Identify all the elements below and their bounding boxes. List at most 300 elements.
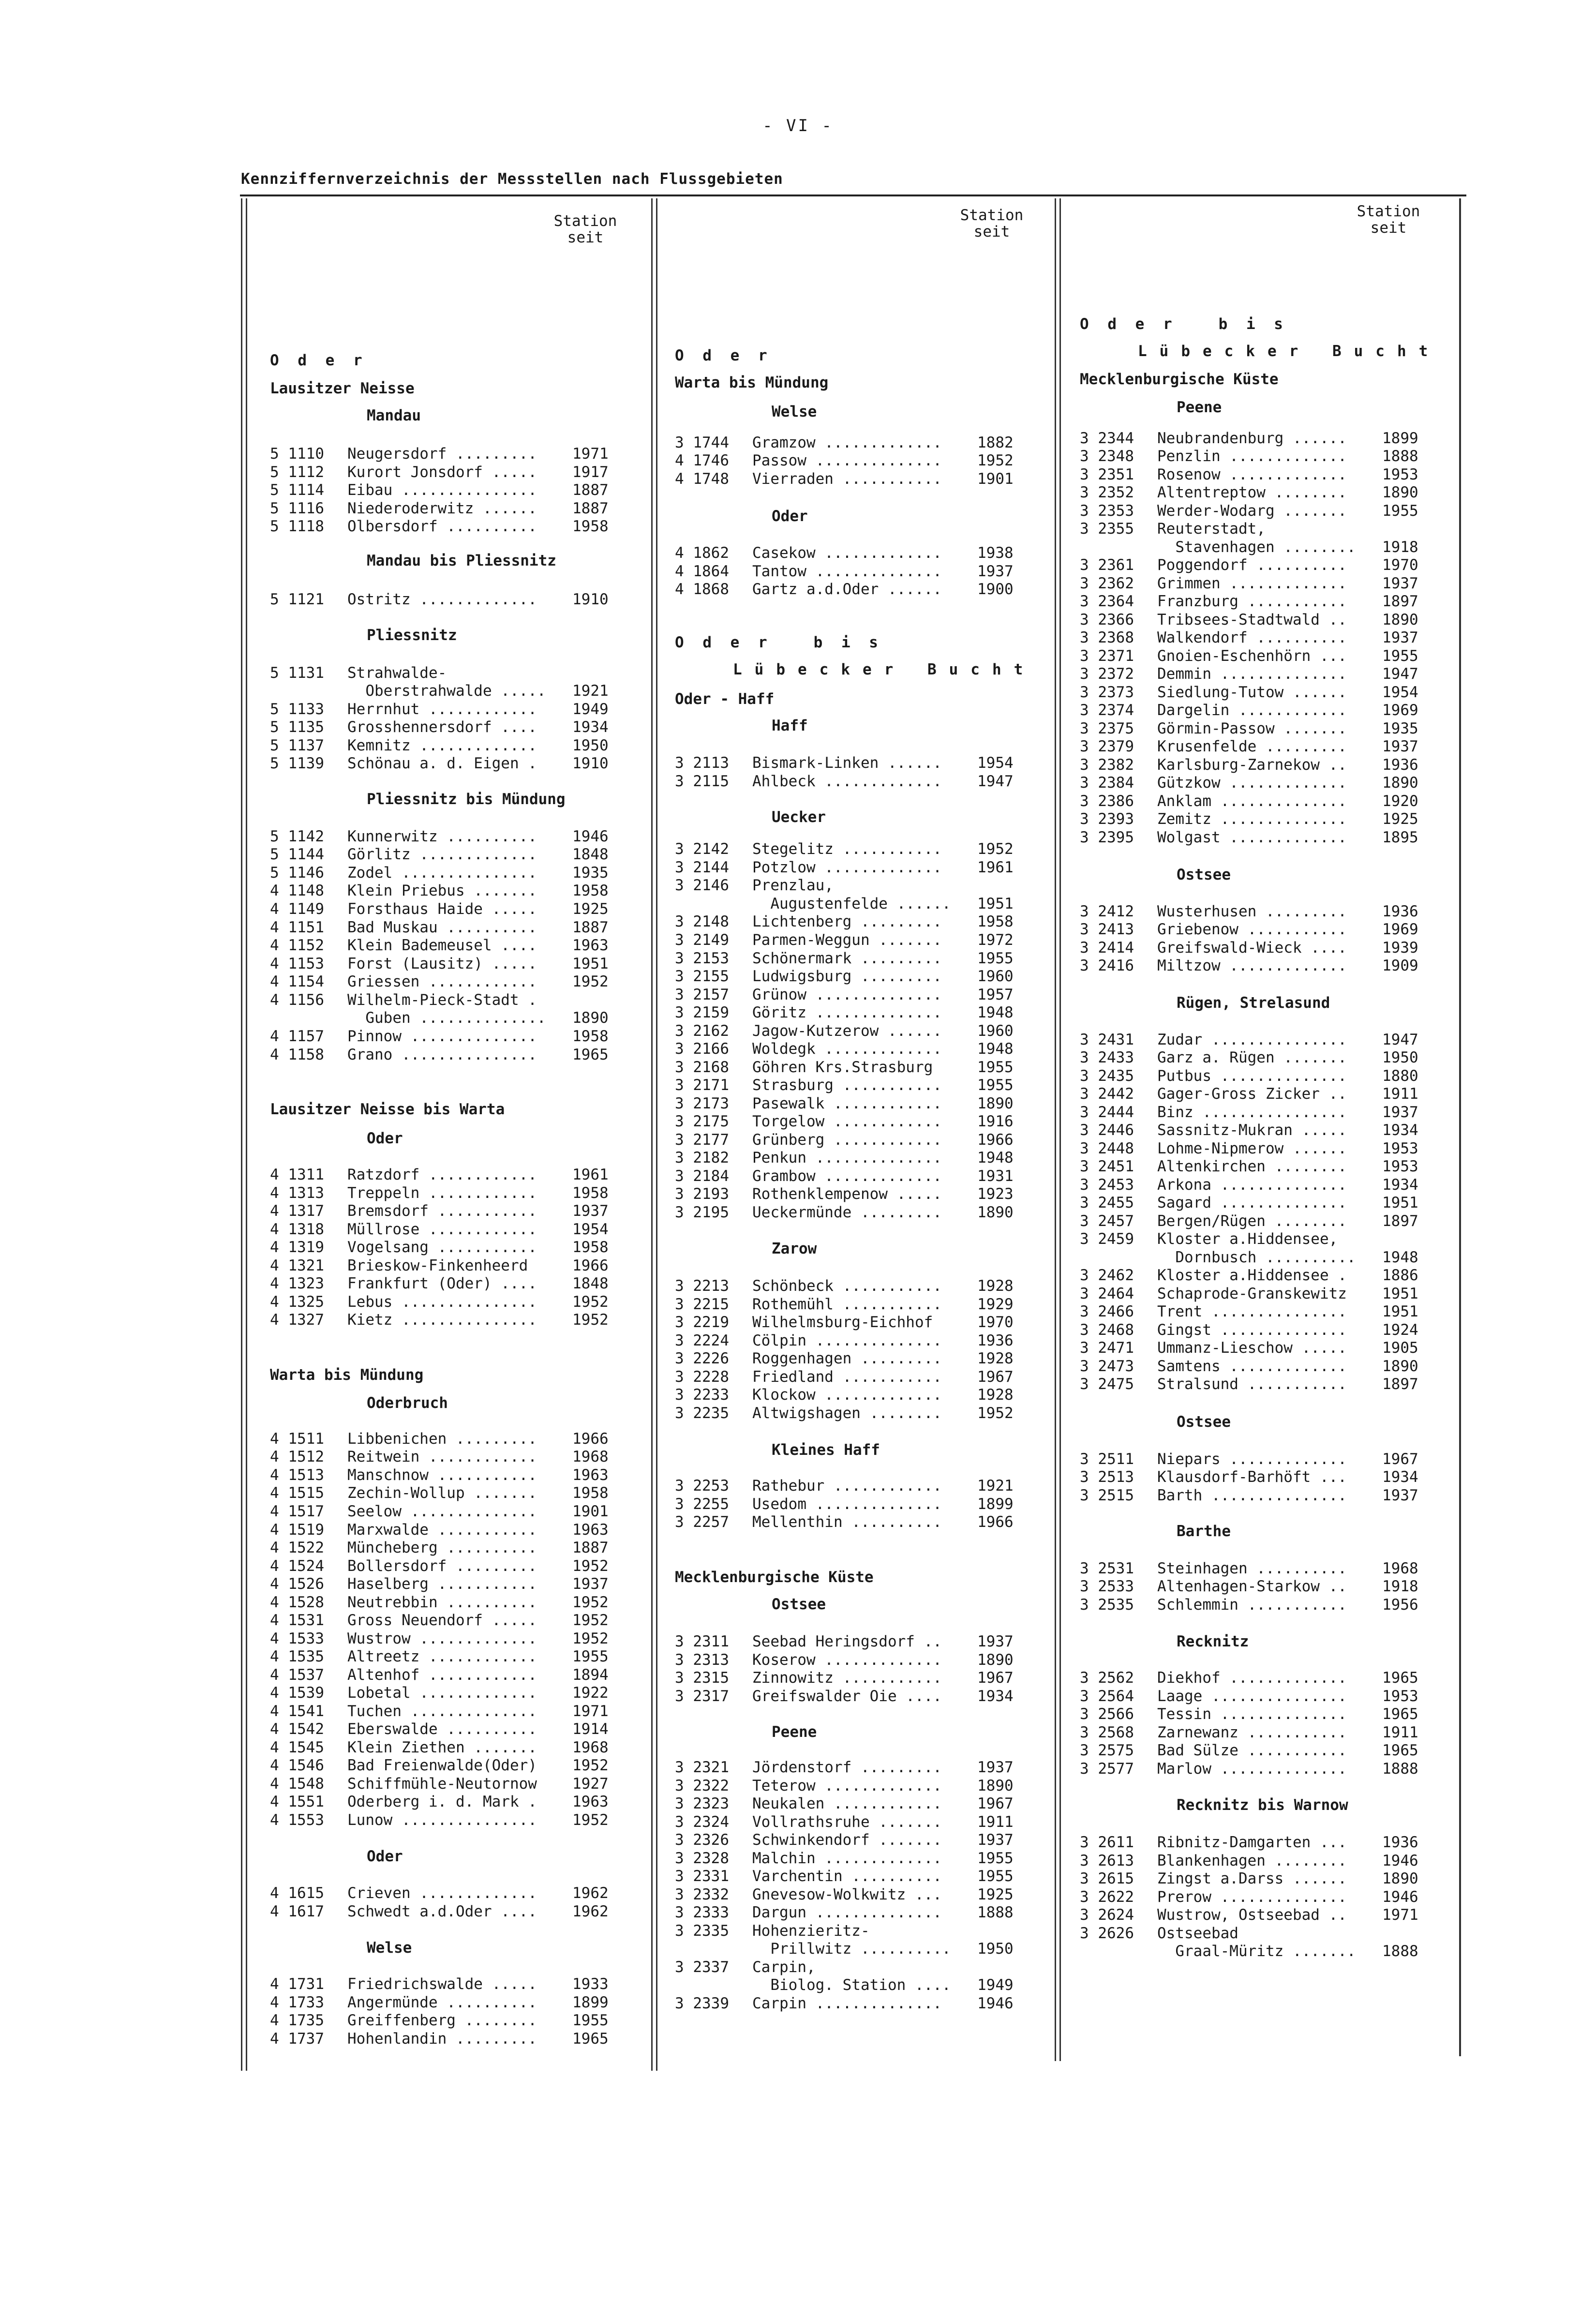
station-name: Roggenhagen .........: [752, 1350, 942, 1367]
station-code: 4 1737: [270, 2030, 324, 2048]
station-code: 3 2159: [675, 1004, 729, 1021]
station-year: 1888: [1382, 448, 1418, 465]
station-code: 3 2255: [675, 1495, 729, 1513]
station-name: Prillwitz ..........: [752, 1940, 951, 1958]
station-name: Biolog. Station ....: [752, 1976, 951, 1994]
station-code: 3 2473: [1080, 1358, 1134, 1375]
station-code: 3 2622: [1080, 1888, 1134, 1906]
station-year: 1934: [977, 1688, 1014, 1705]
station-code: 3 2466: [1080, 1303, 1134, 1320]
station-year: 1951: [572, 955, 609, 972]
station-code: 3 2511: [1080, 1450, 1134, 1468]
station-name: Herrnhut ............: [347, 701, 537, 718]
station-year: 1955: [572, 2012, 609, 2029]
station-name: Walkendorf ..........: [1157, 629, 1347, 646]
station-year: 1916: [977, 1113, 1014, 1130]
station-code: 3 2395: [1080, 829, 1134, 846]
section-heading: O d e r: [675, 347, 772, 364]
station-year: 1952: [572, 1311, 609, 1329]
station-name: Ludwigsburg .........: [752, 968, 942, 985]
station-code: 4 1533: [270, 1630, 324, 1647]
section-heading: O d e r b i s: [1080, 315, 1288, 333]
station-name: Schönermark .........: [752, 950, 942, 967]
station-name: Friedrichswalde .....: [347, 1975, 537, 1993]
station-name: Brieskow-Finkenheerd: [347, 1257, 537, 1274]
station-name: Guben ..............: [347, 1009, 546, 1027]
station-code: 4 1519: [270, 1521, 324, 1539]
station-name: Schwedt a.d.Oder ....: [347, 1903, 537, 1920]
station-year: 1955: [1382, 647, 1418, 665]
station-year: 1890: [1382, 611, 1418, 628]
station-name: Torgelow ............: [752, 1113, 942, 1130]
station-code: 4 1542: [270, 1720, 324, 1738]
station-code: 3 2166: [675, 1040, 729, 1058]
region-heading: Warta bis Mündung: [270, 1366, 424, 1384]
station-year: 1888: [1382, 1943, 1418, 1960]
station-year: 1952: [572, 1557, 609, 1575]
station-year: 1956: [1382, 1596, 1418, 1614]
station-name: Wusterhusen .........: [1157, 903, 1347, 920]
station-year: 1958: [572, 882, 609, 899]
station-code: 4 1318: [270, 1221, 324, 1238]
station-name: Rothemühl ...........: [752, 1296, 942, 1313]
station-year: 1890: [1382, 484, 1418, 501]
station-code: 3 2471: [1080, 1339, 1134, 1357]
section-heading: O d e r: [270, 352, 367, 369]
station-name: Carpin,: [752, 1958, 816, 1976]
station-year: 1952: [572, 1612, 609, 1629]
station-code: 3 2115: [675, 773, 729, 790]
station-name: Manschnow ...........: [347, 1466, 537, 1484]
header-seit: seit: [1370, 219, 1407, 237]
station-year: 1929: [977, 1296, 1014, 1313]
station-code: 3 2364: [1080, 593, 1134, 610]
column-divider-mid2: [1055, 198, 1061, 2061]
station-year: 1969: [1382, 921, 1418, 938]
station-name: Pinnow ..............: [347, 1028, 537, 1045]
station-name: Klein Priebus .......: [347, 882, 537, 899]
station-year: 1899: [1382, 430, 1418, 447]
station-year: 1887: [572, 500, 609, 517]
river-heading: Oder: [367, 1848, 403, 1865]
station-name: Grambow .............: [752, 1167, 942, 1185]
station-code: 3 2228: [675, 1368, 729, 1386]
station-code: 3 2173: [675, 1095, 729, 1112]
region-heading: Lausitzer Neisse bis Warta: [270, 1101, 505, 1118]
station-name: Altreetz ............: [347, 1648, 537, 1665]
station-code: 5 1110: [270, 445, 324, 463]
station-name: Schönbeck ...........: [752, 1277, 942, 1295]
station-year: 1966: [572, 1257, 609, 1274]
station-name: Stegelitz ...........: [752, 840, 942, 858]
station-code: 4 1522: [270, 1539, 324, 1556]
station-year: 1951: [1382, 1285, 1418, 1302]
station-code: 4 1313: [270, 1184, 324, 1202]
station-year: 1967: [977, 1795, 1014, 1812]
station-code: 4 1153: [270, 955, 324, 972]
station-name: Carpin ..............: [752, 1995, 942, 2012]
station-code: 3 2324: [675, 1813, 729, 1831]
station-code: 3 2333: [675, 1904, 729, 1921]
station-year: 1894: [572, 1666, 609, 1684]
station-name: Tribsees-Stadtwald ..: [1157, 611, 1347, 628]
header-station: Station: [553, 212, 617, 230]
station-name: Lobetal .............: [347, 1684, 537, 1702]
station-code: 3 2613: [1080, 1852, 1134, 1869]
header-seit: seit: [567, 229, 604, 246]
station-year: 1899: [572, 1994, 609, 2011]
station-name: Hohenlandin .........: [347, 2030, 537, 2048]
station-year: 1971: [572, 445, 609, 463]
station-name: Wolgast .............: [1157, 829, 1347, 846]
station-year: 1914: [572, 1720, 609, 1738]
region-heading: Oder - Haff: [675, 690, 775, 708]
station-name: Niepars .............: [1157, 1450, 1347, 1468]
station-code: 3 2233: [675, 1386, 729, 1404]
station-name: Werder-Wodarg .......: [1157, 502, 1347, 520]
station-code: 3 2348: [1080, 448, 1134, 465]
station-year: 1911: [977, 1813, 1014, 1831]
station-code: 4 1617: [270, 1903, 324, 1920]
station-year: 1882: [977, 434, 1014, 451]
station-name: Steinhagen ..........: [1157, 1560, 1347, 1577]
station-year: 1953: [1382, 1158, 1418, 1175]
station-year: 1937: [977, 1759, 1014, 1776]
station-name: Grosshennersdorf ....: [347, 718, 537, 736]
station-name: Kloster a.Hiddensee,: [1157, 1230, 1338, 1248]
station-year: 1952: [977, 452, 1014, 469]
station-code: 3 2335: [675, 1922, 729, 1940]
station-year: 1937: [1382, 629, 1418, 646]
station-name: Dornbusch ..........: [1157, 1249, 1356, 1266]
station-year: 1953: [1382, 1140, 1418, 1157]
station-year: 1970: [1382, 556, 1418, 574]
river-heading: Recknitz bis Warnow: [1177, 1796, 1348, 1814]
station-name: Eberswalde ..........: [347, 1720, 537, 1738]
station-code: 3 2453: [1080, 1176, 1134, 1194]
station-code: 4 1321: [270, 1257, 324, 1274]
station-name: Sagard ..............: [1157, 1194, 1347, 1211]
page-number: - VI -: [762, 116, 834, 135]
station-code: 3 2384: [1080, 774, 1134, 792]
station-year: 1900: [977, 581, 1014, 598]
river-heading: Kleines Haff: [772, 1441, 880, 1459]
station-name: Laage ...............: [1157, 1688, 1347, 1705]
station-code: 3 1744: [675, 434, 729, 451]
station-name: Schwinkendorf .......: [752, 1831, 942, 1849]
station-year: 1911: [1382, 1085, 1418, 1103]
station-code: 3 2162: [675, 1022, 729, 1040]
station-year: 1946: [1382, 1888, 1418, 1906]
station-code: 3 2226: [675, 1350, 729, 1367]
station-year: 1928: [977, 1277, 1014, 1295]
station-code: 3 2182: [675, 1149, 729, 1166]
station-code: 3 2446: [1080, 1121, 1134, 1139]
station-code: 4 1149: [270, 900, 324, 918]
station-name: Binz ................: [1157, 1104, 1347, 1121]
station-code: 3 2328: [675, 1850, 729, 1867]
station-name: Bad Freienwalde(Oder): [347, 1757, 537, 1774]
station-code: 3 2213: [675, 1277, 729, 1295]
station-year: 1951: [977, 895, 1014, 912]
station-year: 1933: [572, 1975, 609, 1993]
station-year: 1935: [572, 864, 609, 882]
river-heading: Recknitz: [1177, 1633, 1249, 1650]
station-year: 1936: [1382, 903, 1418, 920]
river-heading: Ostsee: [1177, 1413, 1231, 1431]
station-year: 1910: [572, 591, 609, 608]
station-year: 1901: [977, 470, 1014, 488]
station-year: 1937: [1382, 575, 1418, 592]
station-name: Bollersdorf .........: [347, 1557, 537, 1575]
station-code: 4 1152: [270, 937, 324, 954]
station-name: Wustrow, Ostseebad ..: [1157, 1906, 1347, 1924]
station-code: 3 2322: [675, 1777, 729, 1794]
station-code: 3 2413: [1080, 921, 1134, 938]
station-name: Kemnitz .............: [347, 737, 537, 754]
river-heading: Ostsee: [772, 1596, 826, 1613]
station-code: 4 1864: [675, 563, 729, 580]
station-code: 3 2382: [1080, 756, 1134, 774]
station-year: 1966: [977, 1131, 1014, 1149]
station-code: 5 1137: [270, 737, 324, 754]
station-year: 1890: [1382, 1358, 1418, 1375]
station-code: 3 2355: [1080, 520, 1134, 538]
station-name: Altenkirchen ........: [1157, 1158, 1347, 1175]
station-code: 3 2337: [675, 1958, 729, 1976]
station-code: 3 2448: [1080, 1140, 1134, 1157]
station-name: Altenhagen-Starkow ..: [1157, 1578, 1347, 1595]
station-name: Ratzdorf ............: [347, 1166, 537, 1183]
station-name: Lunow ...............: [347, 1811, 537, 1829]
station-code: 4 1546: [270, 1757, 324, 1774]
station-code: 3 2331: [675, 1868, 729, 1885]
station-code: 3 2219: [675, 1314, 729, 1331]
station-code: 3 2368: [1080, 629, 1134, 646]
station-name: Lohme-Nipmerow ......: [1157, 1140, 1347, 1157]
station-code: 3 2195: [675, 1204, 729, 1221]
station-code: 4 1548: [270, 1775, 324, 1793]
header-station: Station: [960, 207, 1024, 224]
station-year: 1963: [572, 937, 609, 954]
station-year: 1934: [1382, 1176, 1418, 1194]
station-year: 1962: [572, 1884, 609, 1902]
station-code: 3 2366: [1080, 611, 1134, 628]
station-code: 5 1144: [270, 846, 324, 863]
river-heading: Barthe: [1177, 1523, 1231, 1540]
station-code: 3 2317: [675, 1688, 729, 1705]
station-name: Ostritz .............: [347, 591, 537, 608]
river-heading: Haff: [772, 717, 808, 734]
station-code: 3 2372: [1080, 665, 1134, 683]
station-name: Kloster a.Hiddensee .: [1157, 1267, 1347, 1284]
station-year: 1937: [1382, 1104, 1418, 1121]
station-year: 1890: [977, 1777, 1014, 1794]
station-code: 3 2177: [675, 1131, 729, 1149]
station-name: Barth ...............: [1157, 1487, 1347, 1504]
station-name: Sassnitz-Mukran .....: [1157, 1121, 1347, 1139]
station-year: 1952: [977, 1405, 1014, 1422]
station-year: 1950: [572, 737, 609, 754]
station-year: 1921: [572, 682, 609, 700]
station-name: Müncheberg ..........: [347, 1539, 537, 1556]
station-name: Frankfurt (Oder) ....: [347, 1275, 537, 1292]
station-name: Tantow ..............: [752, 563, 942, 580]
station-name: Kurort Jonsdorf .....: [347, 463, 537, 481]
station-year: 1955: [572, 1648, 609, 1665]
station-year: 1963: [572, 1521, 609, 1539]
station-name: Samtens .............: [1157, 1358, 1347, 1375]
station-year: 1887: [572, 481, 609, 499]
station-year: 1961: [977, 859, 1014, 876]
station-code: 5 1116: [270, 500, 324, 517]
station-name: Göhren Krs.Strasburg: [752, 1059, 942, 1076]
station-code: 4 1154: [270, 973, 324, 990]
station-code: 4 1524: [270, 1557, 324, 1575]
station-name: Putbus ..............: [1157, 1067, 1347, 1085]
station-code: 3 2535: [1080, 1596, 1134, 1614]
station-name: Schaprode-Granskewitz: [1157, 1285, 1347, 1302]
station-name: Penzlin .............: [1157, 448, 1347, 465]
station-name: Altwigshagen ........: [752, 1405, 942, 1422]
station-year: 1953: [1382, 466, 1418, 483]
station-code: 3 2455: [1080, 1194, 1134, 1211]
station-code: 4 1151: [270, 919, 324, 936]
station-name: Penkun ..............: [752, 1149, 942, 1166]
station-year: 1890: [1382, 774, 1418, 792]
station-code: 3 2175: [675, 1113, 729, 1130]
station-name: Rosenow .............: [1157, 466, 1347, 483]
station-year: 1911: [1382, 1724, 1418, 1741]
station-code: 3 2352: [1080, 484, 1134, 501]
station-code: 4 1735: [270, 2012, 324, 2029]
station-year: 1950: [1382, 1049, 1418, 1066]
station-name: Franzburg ...........: [1157, 593, 1347, 610]
station-code: 3 2153: [675, 950, 729, 967]
station-year: 1880: [1382, 1067, 1418, 1085]
station-code: 3 2339: [675, 1995, 729, 2012]
station-name: Siedlung-Tutow ......: [1157, 684, 1347, 701]
station-year: 1963: [572, 1466, 609, 1484]
station-name: Altenhof ............: [347, 1666, 537, 1684]
station-code: 4 1553: [270, 1811, 324, 1829]
station-name: Zarnewanz ...........: [1157, 1724, 1347, 1741]
station-year: 1936: [977, 1332, 1014, 1349]
station-code: 4 1157: [270, 1028, 324, 1045]
station-year: 1947: [977, 773, 1014, 790]
station-year: 1966: [572, 1430, 609, 1448]
station-year: 1952: [572, 973, 609, 990]
station-year: 1947: [1382, 665, 1418, 683]
station-name: Oberstrahwalde .....: [347, 682, 546, 700]
station-name: Grano ...............: [347, 1046, 537, 1063]
station-year: 1923: [977, 1185, 1014, 1203]
station-name: Casekow .............: [752, 544, 942, 562]
station-code: 3 2353: [1080, 502, 1134, 520]
station-name: Oderberg i. d. Mark .: [347, 1793, 537, 1810]
station-code: 4 1541: [270, 1703, 324, 1720]
station-name: Forsthaus Haide .....: [347, 900, 537, 918]
station-name: Rathebur ............: [752, 1477, 942, 1495]
station-name: Strasburg ...........: [752, 1076, 942, 1094]
station-year: 1890: [572, 1009, 609, 1027]
station-name: Gramzow .............: [752, 434, 942, 451]
station-year: 1955: [1382, 502, 1418, 520]
station-name: Trent ...............: [1157, 1303, 1347, 1320]
station-code: 5 1131: [270, 664, 324, 682]
station-name: Gützkow .............: [1157, 774, 1347, 792]
station-code: 5 1121: [270, 591, 324, 608]
station-code: 3 2362: [1080, 575, 1134, 592]
column-3: [1080, 0, 1441, 2274]
station-code: 4 1158: [270, 1046, 324, 1063]
station-year: 1965: [1382, 1742, 1418, 1759]
station-code: 4 1535: [270, 1648, 324, 1665]
station-year: 1910: [572, 755, 609, 772]
station-code: 4 1528: [270, 1594, 324, 1611]
station-year: 1967: [977, 1669, 1014, 1687]
river-heading: Oder: [367, 1130, 403, 1147]
station-year: 1958: [572, 1028, 609, 1045]
station-code: 3 2533: [1080, 1578, 1134, 1595]
station-code: 3 2414: [1080, 939, 1134, 957]
station-code: 3 2444: [1080, 1104, 1134, 1121]
station-code: 4 1515: [270, 1484, 324, 1502]
station-year: 1890: [1382, 1870, 1418, 1887]
station-code: 3 2321: [675, 1759, 729, 1776]
station-code: 3 2468: [1080, 1321, 1134, 1339]
station-code: 4 1511: [270, 1430, 324, 1448]
station-name: Kietz ...............: [347, 1311, 537, 1329]
station-code: 4 1526: [270, 1575, 324, 1593]
station-name: Marxwalde ...........: [347, 1521, 537, 1539]
station-code: 3 2171: [675, 1076, 729, 1094]
station-name: Neutrebbin ..........: [347, 1594, 537, 1611]
station-name: Jördenstorf .........: [752, 1759, 942, 1776]
station-code: 4 1733: [270, 1994, 324, 2011]
station-year: 1967: [977, 1368, 1014, 1386]
station-name: Wustrow .............: [347, 1630, 537, 1647]
station-code: 3 2412: [1080, 903, 1134, 920]
station-year: 1967: [1382, 1450, 1418, 1468]
station-name: Miltzow .............: [1157, 957, 1347, 974]
section-heading: O d e r b i s: [675, 634, 883, 651]
station-name: Pasewalk ............: [752, 1095, 942, 1112]
station-year: 1918: [1382, 538, 1418, 556]
station-name: Zinnowitz ...........: [752, 1669, 942, 1687]
station-name: Haselberg ...........: [347, 1575, 537, 1593]
station-year: 1937: [977, 563, 1014, 580]
station-name: Göritz ..............: [752, 1004, 942, 1021]
station-code: 3 2375: [1080, 720, 1134, 737]
station-year: 1924: [1382, 1321, 1418, 1339]
station-year: 1948: [977, 1040, 1014, 1058]
section-heading-spaced: Lübecker Bucht: [733, 661, 1036, 678]
station-code: 4 1512: [270, 1448, 324, 1465]
station-year: 1952: [572, 1630, 609, 1647]
station-name: Crieven .............: [347, 1884, 537, 1902]
station-code: 4 1311: [270, 1166, 324, 1183]
station-name: Klein Bademeusel ....: [347, 937, 537, 954]
station-name: Wilhelm-Pieck-Stadt .: [347, 991, 537, 1009]
station-name: Gross Neuendorf .....: [347, 1612, 537, 1629]
station-year: 1949: [977, 1976, 1014, 1994]
station-year: 1965: [1382, 1669, 1418, 1687]
station-name: Passow ..............: [752, 452, 942, 469]
station-code: 4 1746: [675, 452, 729, 469]
station-name: Jagow-Kutzerow ......: [752, 1022, 942, 1040]
station-year: 1886: [1382, 1267, 1418, 1284]
